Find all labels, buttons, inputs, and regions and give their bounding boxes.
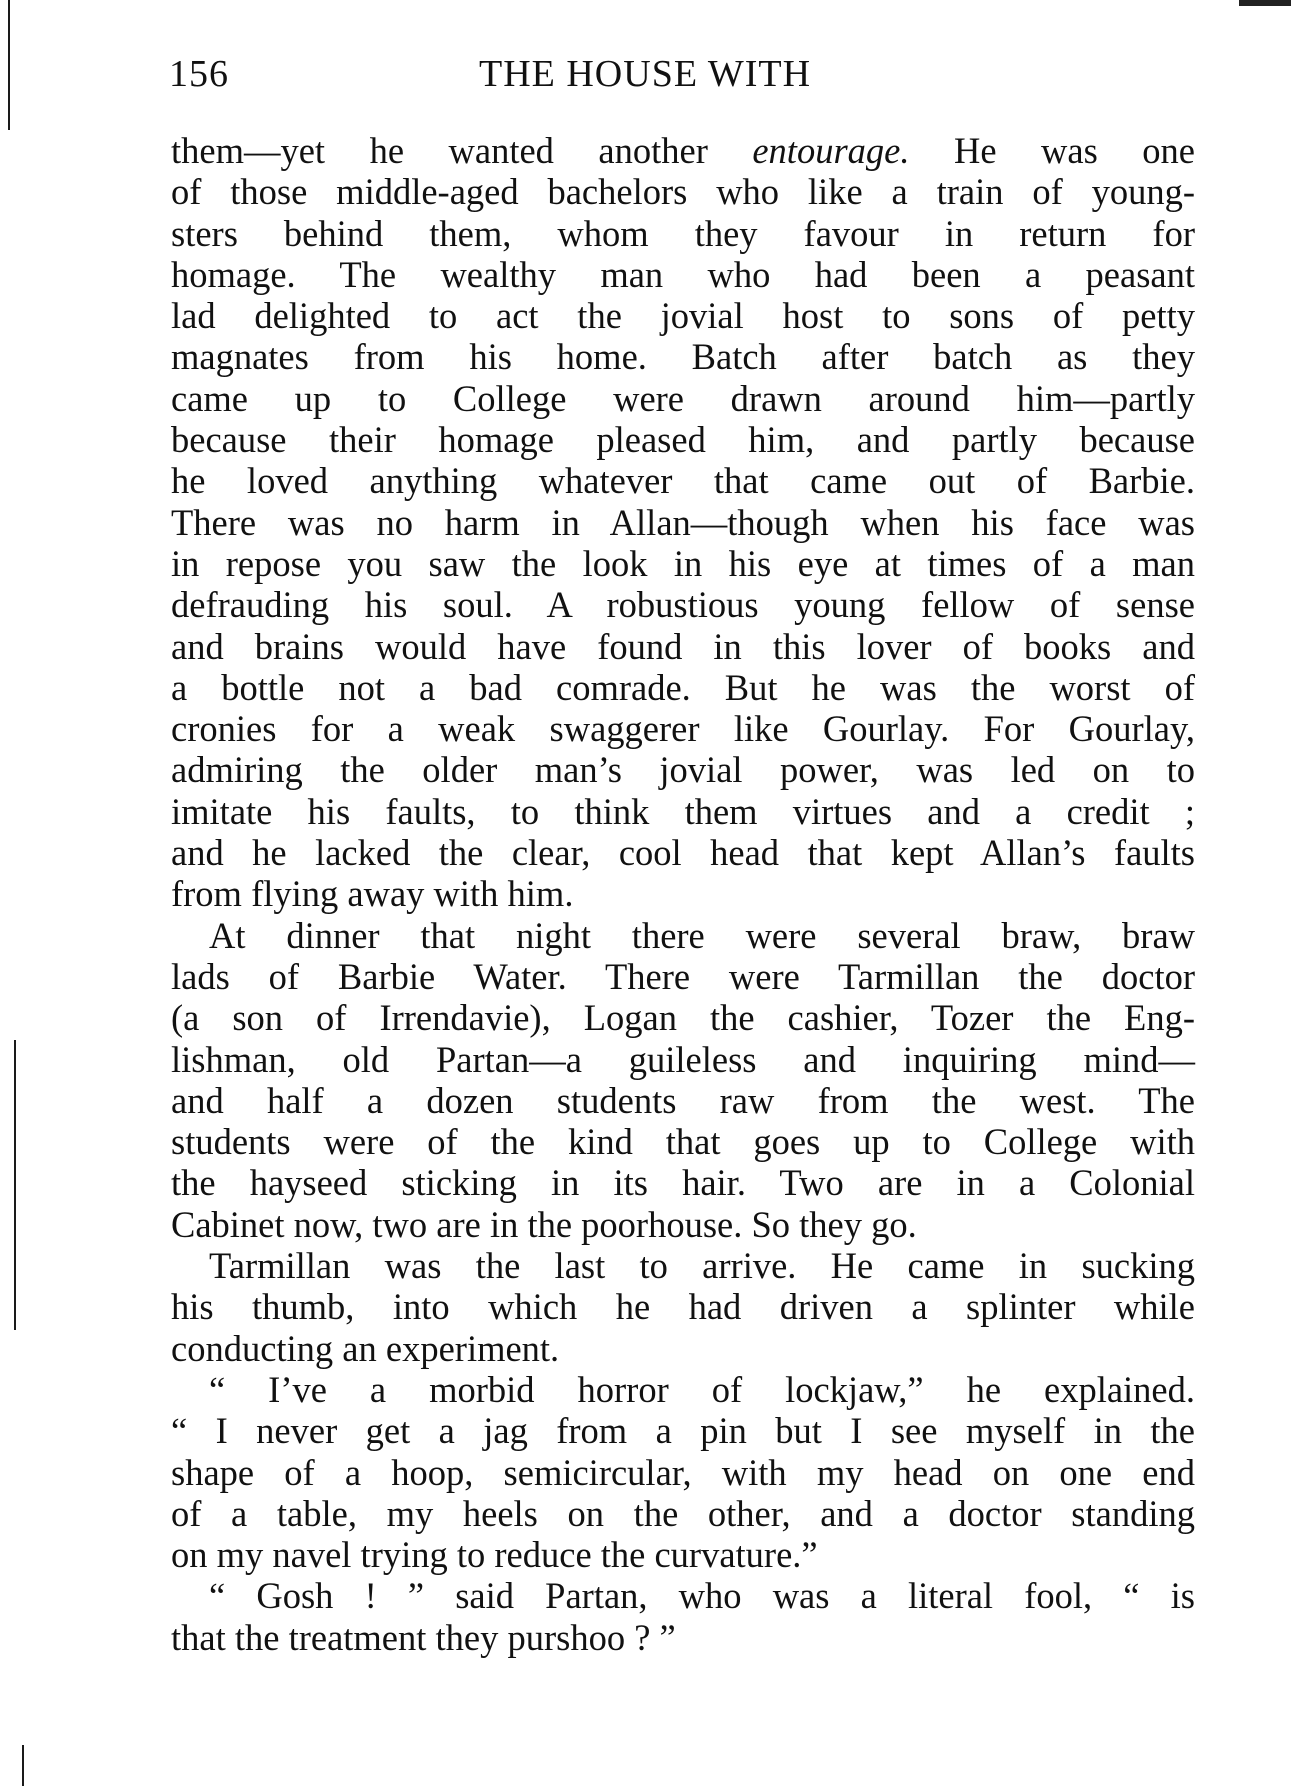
text-line: that the treatment they purshoo ? ”: [171, 1616, 676, 1658]
text-line: conducting an experiment.: [171, 1327, 560, 1369]
text-line: At dinner that night there were several braw, braw: [209, 914, 1195, 956]
text-line: [171, 130, 1195, 171]
italic-word: entourage.: [752, 130, 910, 171]
top-right-corner-mark: [1239, 0, 1291, 6]
text-run: them—yet he wanted another: [171, 130, 753, 171]
text-line: homage. The wealthy man who had been a peasant: [171, 253, 1195, 295]
text-line: sters behind them, whom they favour in return for: [171, 212, 1195, 254]
page-number: 156: [169, 53, 229, 95]
text-line: lads of Barbie Water. There were Tarmillan the doctor: [171, 955, 1195, 997]
text-line: his thumb, into which he had driven a splinter while: [171, 1286, 1195, 1328]
left-gutter-line-top: [8, 0, 10, 130]
text-line: cronies for a weak swaggerer like Gourlay. For Gourlay,: [171, 708, 1195, 750]
body-text: [171, 130, 1195, 1658]
text-line: “ I never get a jag from a pin but I see myself in the: [171, 1410, 1195, 1452]
text-line: of a table, my heels on the other, and a doctor standing: [171, 1492, 1195, 1534]
text-line: the hayseed sticking in its hair. Two are in a Colonial: [171, 1162, 1195, 1204]
text-line: “ Gosh ! ” said Partan, who was a literal fool, “ is: [209, 1575, 1195, 1617]
text-line: a bottle not a bad comrade. But he was the worst of: [171, 666, 1195, 708]
text-line: “ I’ve a morbid horror of lockjaw,” he explained.: [209, 1368, 1195, 1410]
text-line: defrauding his soul. A robustious young fellow of sense: [171, 584, 1195, 626]
text-line: of those middle-aged bachelors who like a train of young-: [171, 171, 1195, 213]
text-line: on my navel trying to reduce the curvature.”: [171, 1534, 818, 1576]
page-header: [169, 50, 1189, 98]
text-line: magnates from his home. Batch after batch as they: [171, 336, 1195, 378]
left-gutter-line-middle: [14, 1040, 16, 1330]
text-line: lad delighted to act the jovial host to sons of petty: [171, 295, 1195, 337]
text-line: came up to College were drawn around him—partly: [171, 377, 1195, 419]
text-line: shape of a hoop, semicircular, with my head on one end: [171, 1451, 1195, 1493]
text-line: Cabinet now, two are in the poorhouse. So they go.: [171, 1203, 917, 1245]
text-line: students were of the kind that goes up to College with: [171, 1121, 1195, 1163]
text-line: Tarmillan was the last to arrive. He came in sucking: [209, 1245, 1195, 1287]
text-line: imitate his faults, to think them virtues and a credit ;: [171, 790, 1195, 832]
text-line: and brains would have found in this lover of books and: [171, 625, 1195, 667]
text-line: and he lacked the clear, cool head that kept Allan’s faults: [171, 832, 1195, 874]
text-line: admiring the older man’s jovial power, was led on to: [171, 749, 1195, 791]
text-line: and half a dozen students raw from the west. The: [171, 1079, 1195, 1121]
text-line: from flying away with him.: [171, 873, 574, 915]
text-line: because their homage pleased him, and partly because: [171, 419, 1195, 461]
text-run: He was one: [909, 130, 1195, 171]
text-line: he loved anything whatever that came out of Barbie.: [171, 460, 1195, 502]
left-gutter-line-bottom: [22, 1745, 24, 1786]
running-head: THE HOUSE WITH: [479, 53, 812, 95]
text-line: (a son of Irrendavie), Logan the cashier, Tozer the Eng-: [171, 997, 1195, 1039]
text-line: There was no harm in Allan—though when his face was: [171, 501, 1195, 543]
text-line: in repose you saw the look in his eye at times of a man: [171, 542, 1195, 584]
text-line: lishman, old Partan—a guileless and inquiring mind—: [171, 1038, 1195, 1080]
